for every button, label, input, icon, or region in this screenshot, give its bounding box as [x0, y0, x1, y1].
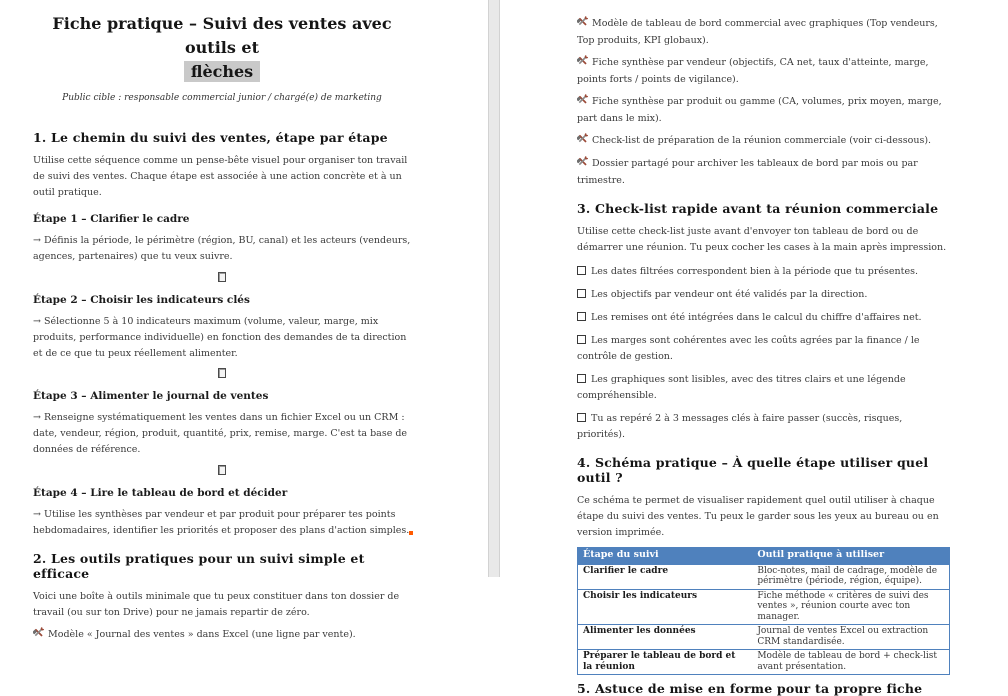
step4-heading: Étape 4 – Lire le tableau de bord et décider — [33, 486, 288, 499]
table-row — [578, 625, 950, 650]
tool-item-text: Fiche synthèse par produit ou gamme (CA, volumes, prix moyen, marge, part dans le mix). — [577, 96, 942, 124]
table-cell-tool: Modèle de tableau de bord + check-list avant présentation. — [752, 650, 949, 675]
table-cell-step: Choisir les indicateurs — [578, 589, 753, 625]
checklist-item — [577, 411, 950, 443]
tool-list-item — [33, 627, 411, 644]
document-page-left — [0, 0, 488, 640]
missing-glyph-box — [218, 272, 226, 282]
checklist-item — [577, 333, 950, 365]
document-title-highlighted-word: flèches — [184, 61, 260, 82]
tool-item-text: Check-list de préparation de la réunion commerciale (voir ci-dessous). — [592, 135, 932, 146]
hammer-and-wrench-icon — [577, 156, 588, 173]
table-cell-step: Préparer le tableau de bord et la réunion — [578, 650, 753, 675]
hammer-and-wrench-icon — [577, 133, 588, 150]
tool-item-text: Fiche synthèse par vendeur (objectifs, CA net, taux d'atteinte, marge, points forts / points de vigilance). — [577, 57, 929, 85]
empty-checkbox-glyph — [577, 312, 586, 321]
checklist-item-text: Les objectifs par vendeur ont été validés par la direction. — [591, 289, 868, 300]
document-title — [33, 12, 411, 84]
checklist-item-text: Les remises ont été intégrées dans le calcul du chiffre d'affaires net. — [591, 312, 922, 323]
step1-text: → Définis la période, le périmètre (région, BU, canal) et les acteurs (vendeurs, agences, partenaires) que tu veux suivre. — [33, 235, 411, 262]
checklist-item — [577, 372, 950, 404]
section3-intro: Utilise cette check-list juste avant d'envoyer ton tableau de bord ou de démarrer une réunion. Tu peux cocher les cases à la main après impression. — [577, 226, 947, 253]
tool-item-text: Modèle de tableau de bord commercial avec graphiques (Top vendeurs, Top produits, KPI globaux). — [577, 18, 938, 46]
table-cell-tool: Journal de ventes Excel ou extraction CRM standardisée. — [752, 625, 949, 650]
stray-orange-dot — [409, 531, 413, 535]
tool-list-item — [577, 94, 950, 127]
checklist-item-text: Les marges sont cohérentes avec les coûts agrées par la finance / le contrôle de gestion. — [577, 335, 920, 362]
step2-heading: Étape 2 – Choisir les indicateurs clés — [33, 293, 250, 306]
tool-list-item — [577, 55, 950, 88]
separator-line — [33, 368, 411, 379]
step2-text: → Sélectionne 5 à 10 indicateurs maximum (volume, valeur, marge, mix produits, performance individuelle) en fonction des demandes de ta direction et de ce que tu peux réellement alimenter. — [33, 315, 407, 359]
table-cell-tool: Bloc-notes, mail de cadrage, modèle de périmètre (période, région, équipe). — [752, 564, 949, 589]
missing-glyph-box — [218, 368, 226, 378]
checklist-item-text: Les dates filtrées correspondent bien à la période que tu présentes. — [591, 266, 918, 277]
empty-checkbox-glyph — [577, 413, 586, 422]
document-subtitle: Public cible : responsable commercial junior / chargé(e) de marketing — [62, 93, 382, 103]
separator-line — [33, 271, 411, 282]
table-row — [578, 650, 950, 675]
checklist-item — [577, 287, 950, 303]
table-header-step: Étape du suivi — [578, 548, 753, 565]
tools-by-step-table — [577, 547, 950, 675]
document-page-right — [500, 0, 1008, 696]
tool-item-text: Dossier partagé pour archiver les tableaux de bord par mois ou par trimestre. — [577, 158, 918, 186]
empty-checkbox-glyph — [577, 374, 586, 383]
section5-heading: 5. Astuce de mise en forme pour ta propre fiche — [577, 681, 923, 696]
hammer-and-wrench-icon — [577, 16, 588, 33]
section4-intro: Ce schéma te permet de visualiser rapidement quel outil utiliser à chaque étape du suivi des ventes. Tu peux le garder sous les yeux au bureau ou en version imprimée. — [577, 495, 939, 538]
table-header-tool: Outil pratique à utiliser — [752, 548, 949, 565]
step3-text: → Renseigne systématiquement les ventes dans un fichier Excel ou un CRM : date, vendeur, région, produit, quantité, prix, remise, marge. C'est ta base de données de référence. — [33, 412, 408, 455]
checklist-item — [577, 264, 950, 280]
checklist-item-text: Tu as repéré 2 à 3 messages clés à faire passer (succès, risques, priorités). — [577, 413, 903, 440]
section4-heading: 4. Schéma pratique – À quelle étape utiliser quel outil ? — [577, 455, 929, 485]
hammer-and-wrench-icon — [577, 55, 588, 72]
section1-intro: Utilise cette séquence comme un pense-bête visuel pour organiser ton travail de suivi des ventes. Chaque étape est associée à une action concrète et à un outil pratique. — [33, 155, 408, 198]
table-cell-step: Clarifier le cadre — [578, 564, 753, 589]
tool-list-item — [577, 156, 950, 189]
hammer-and-wrench-icon — [33, 627, 44, 644]
table-cell-step: Alimenter les données — [578, 625, 753, 650]
table-row — [578, 589, 950, 625]
tool-list-item — [577, 16, 950, 49]
tool-list-item — [577, 133, 950, 150]
missing-glyph-box — [218, 465, 226, 475]
step4-text: → Utilise les synthèses par vendeur et par produit pour préparer tes points hebdomadaires, identifier les priorités et proposer des plans d'action simples. — [33, 508, 410, 536]
empty-checkbox-glyph — [577, 335, 586, 344]
tool-item-text: Modèle « Journal des ventes » dans Excel (une ligne par vente). — [48, 628, 356, 640]
page-separator — [488, 0, 500, 577]
empty-checkbox-glyph — [577, 266, 586, 275]
step1-heading: Étape 1 – Clarifier le cadre — [33, 213, 190, 225]
separator-line — [33, 464, 411, 475]
section1-heading: 1. Le chemin du suivi des ventes, étape par étape — [33, 130, 388, 145]
section2-heading: 2. Les outils pratiques pour un suivi simple et efficace — [33, 550, 365, 581]
step3-heading: Étape 3 – Alimenter le journal de ventes — [33, 390, 269, 402]
table-cell-tool: Fiche méthode « critères de suivi des ventes », réunion courte avec ton manager. — [752, 589, 949, 625]
checklist-item — [577, 310, 950, 326]
document-title-line1: Fiche pratique – Suivi des ventes avec outils et — [52, 14, 392, 57]
table-header-row — [578, 548, 950, 565]
empty-checkbox-glyph — [577, 289, 586, 298]
section3-heading: 3. Check-list rapide avant ta réunion commerciale — [577, 201, 939, 216]
checklist-item-text: Les graphiques sont lisibles, avec des titres clairs et une légende compréhensible. — [577, 374, 906, 401]
section2-intro: Voici une boîte à outils minimale que tu peux constituer dans ton dossier de travail (ou sur ton Drive) pour ne jamais repartir de zéro. — [33, 590, 400, 618]
hammer-and-wrench-icon — [577, 94, 588, 111]
